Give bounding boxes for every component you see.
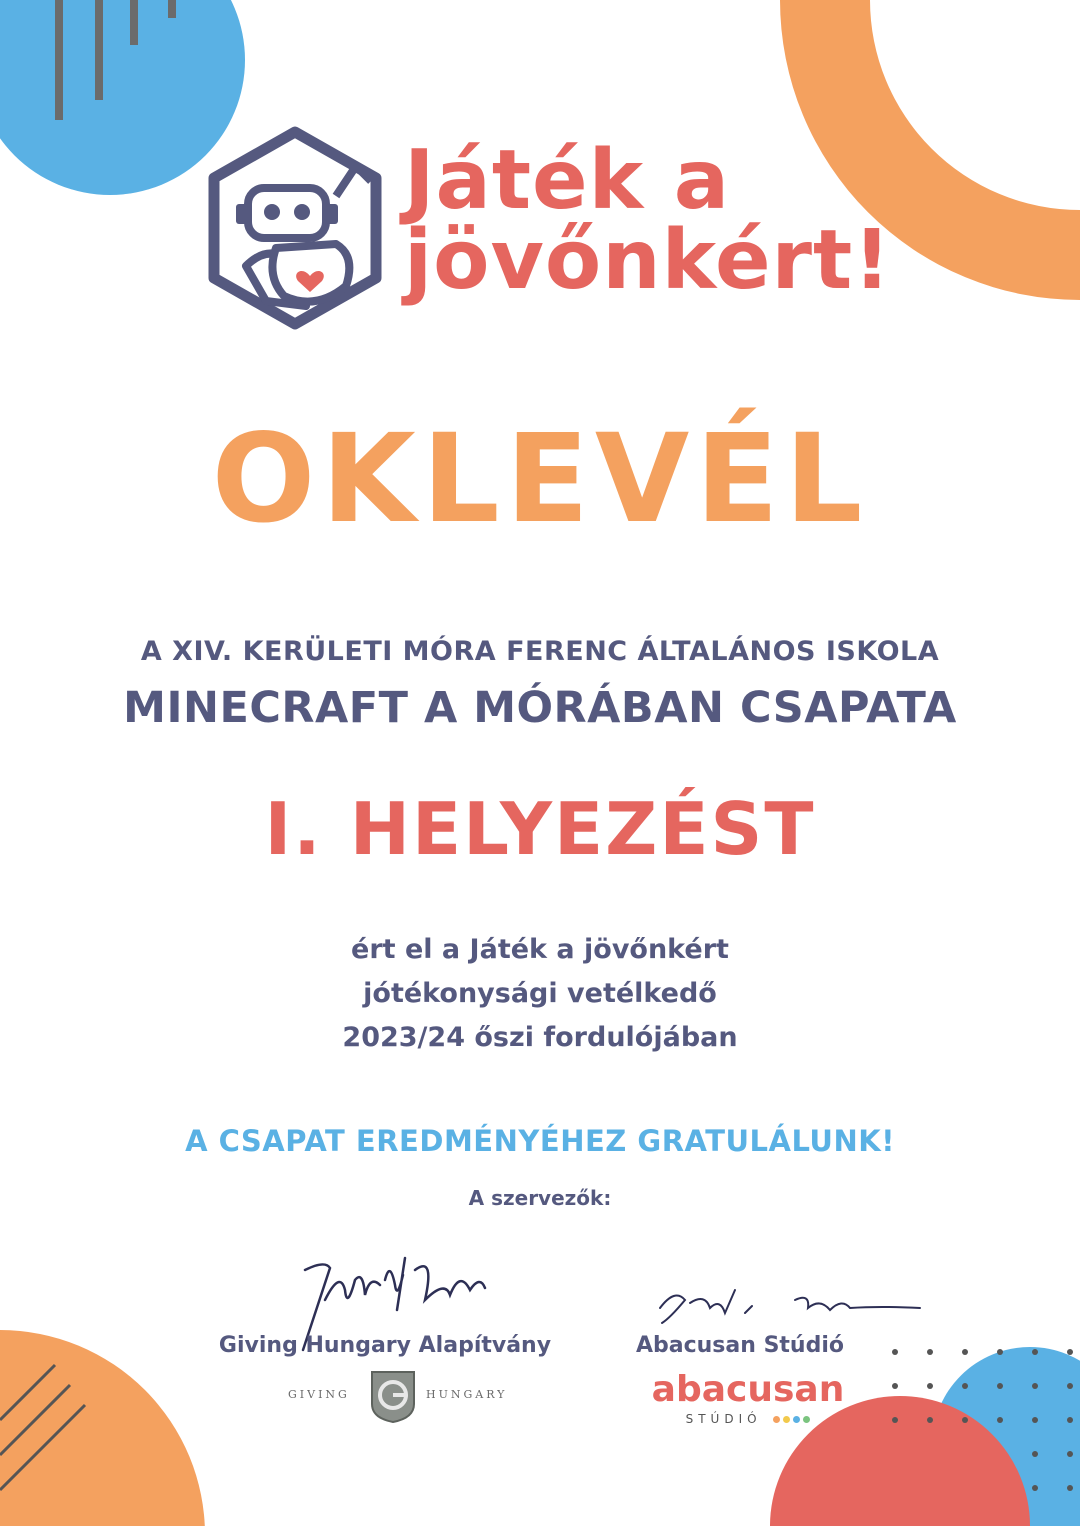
abacusan-logo-sub (628, 1412, 868, 1426)
giving-hungary-logo (288, 1368, 508, 1424)
dot-icon (803, 1416, 810, 1423)
description-line: 2023/24 őszi fordulójában (342, 1022, 738, 1053)
logo-text-line1: Játék a (404, 133, 731, 228)
description (0, 928, 1080, 1060)
robot-logo-icon (206, 126, 384, 332)
description-line: ért el a Játék a jövőnkért (351, 934, 729, 965)
placement: I. HELYEZÉST (264, 787, 816, 871)
certificate-title: OKLEVÉL (211, 408, 869, 550)
organizer-giving-hungary: Giving Hungary Alapítvány (218, 1333, 552, 1358)
logo-text-line2: jövőnkért! (404, 213, 892, 308)
signature-abacusan (650, 1278, 930, 1338)
dot-icon (793, 1416, 800, 1423)
giving-hungary-logo-right: HUNGARY (426, 1388, 508, 1401)
abacusan-logo-sub-text: STÚDIÓ (685, 1412, 762, 1426)
dot-icon (783, 1416, 790, 1423)
organizer-abacusan: Abacusan Stúdió (635, 1333, 844, 1358)
abacusan-logo-word: abacusan (651, 1369, 845, 1410)
organizers-label: A szervezők: (468, 1186, 612, 1210)
giving-hungary-logo-left: GIVING (288, 1388, 350, 1401)
team-name: MINECRAFT A MÓRÁBAN CSAPATA (123, 683, 957, 733)
congratulations: A CSAPAT EREDMÉNYÉHEZ GRATULÁLUNK! (185, 1124, 895, 1158)
description-line: jótékonysági vetélkedő (363, 978, 717, 1009)
dot-icon (773, 1416, 780, 1423)
school-name: A XIV. KERÜLETI MÓRA FERENC ÁLTALÁNOS ISKOLA (140, 636, 940, 667)
abacusan-logo (628, 1369, 868, 1442)
giving-hungary-emblem-icon (368, 1368, 418, 1424)
